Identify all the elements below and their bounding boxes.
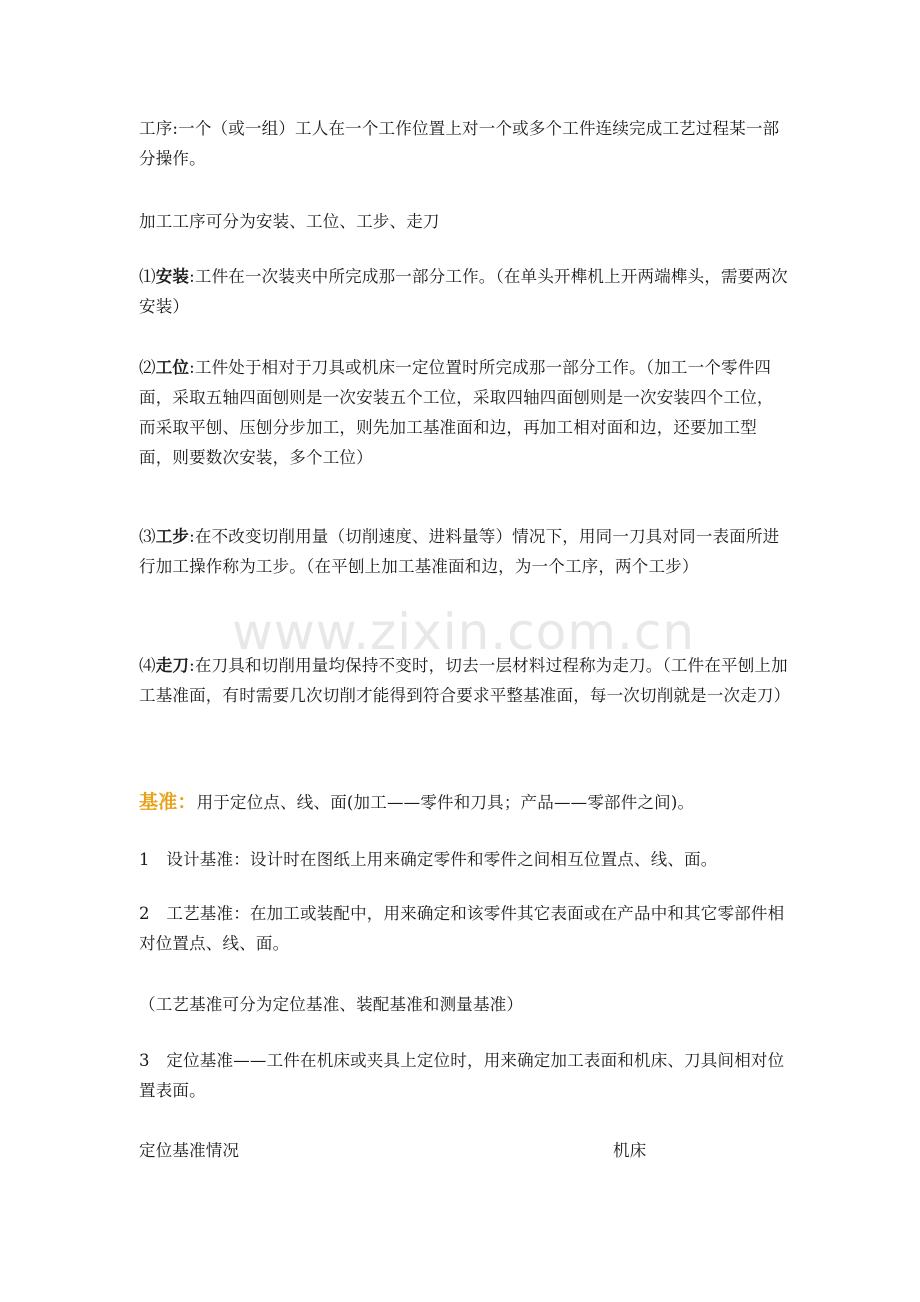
- term-pass: 走刀: [155, 656, 190, 675]
- paragraph-process-definition: 工序:一个（或一组）工人在一个工作位置上对一个或多个工件连续完成工艺过程某一部分操作。: [139, 119, 780, 168]
- term-work-step: 工步: [155, 527, 190, 546]
- paragraph-design-datum: 1 设计基准：设计时在图纸上用来确定零件和零件之间相互位置点、线、面。: [139, 850, 718, 869]
- term-installation: 安装: [155, 267, 190, 286]
- work-step-text: :在不改变切削用量（切削速度、进料量等）情况下，用同一刀具对同一表面所进行加工操作称为工步。（在平刨上加工基准面和边，为一个工序，两个工步）: [139, 527, 780, 576]
- paragraph-work-step: [139, 522, 789, 582]
- paragraph-process-categories: 加工工序可分为安装、工位、工步、走刀: [139, 212, 440, 231]
- paragraph-process-datum-types: （工艺基准可分为定位基准、装配基准和测量基准）: [139, 995, 524, 1014]
- paragraph-installation: [139, 262, 789, 322]
- position-text: :工件处于相对于刀具或机床一定位置时所完成那一部分工作。（加工一个零件四面，采取五轴四面刨则是一次安装五个工位，采取四轴四面刨则是一次安装四个工位，而采取平刨、压刨分步加工，则先加工基准面和边，再加工相对面和边，还要加工型面，则要数次安装，多个工位）: [139, 358, 774, 467]
- watermark: www.zixin.com.cn: [232, 603, 696, 661]
- installation-text: :工件在一次装夹中所完成那一部分工作。（在单头开榫机上开两端榫头，需要两次安装）: [139, 267, 788, 316]
- paragraph-locating-datum: 3 定位基准——工件在机床或夹具上定位时，用来确定加工表面和机床、刀具间相对位置表面。: [139, 1051, 785, 1100]
- header-machine: 机床: [613, 1141, 647, 1160]
- pass-text: :在刀具和切削用量均保持不变时，切去一层材料过程称为走刀。（工件在平刨上加工基准面，有时需要几次切削才能得到符合要求平整基准面，每一次切削就是一次走刀）: [139, 656, 791, 705]
- term-datum: 基准：: [139, 791, 197, 813]
- item-number: ⑴: [139, 267, 156, 286]
- header-locating-datum-situation: 定位基准情况: [139, 1141, 240, 1160]
- paragraph-position: [139, 353, 789, 473]
- term-position: 工位: [155, 358, 190, 377]
- item-number: ⑶: [139, 527, 156, 546]
- item-number: ⑷: [139, 656, 156, 675]
- paragraph-process-datum: 2 工艺基准：在加工或装配中，用来确定和该零件其它表面或在产品中和其它零部件相对位置点、线、面。: [139, 904, 785, 953]
- datum-text: 用于定位点、线、面(加工——零件和刀具；产品——零部件之间)。: [196, 793, 695, 812]
- paragraph-locating-datum-table-header: [139, 1136, 789, 1166]
- paragraph-datum: [139, 787, 789, 818]
- item-number: ⑵: [139, 358, 156, 377]
- paragraph-pass: [139, 651, 789, 711]
